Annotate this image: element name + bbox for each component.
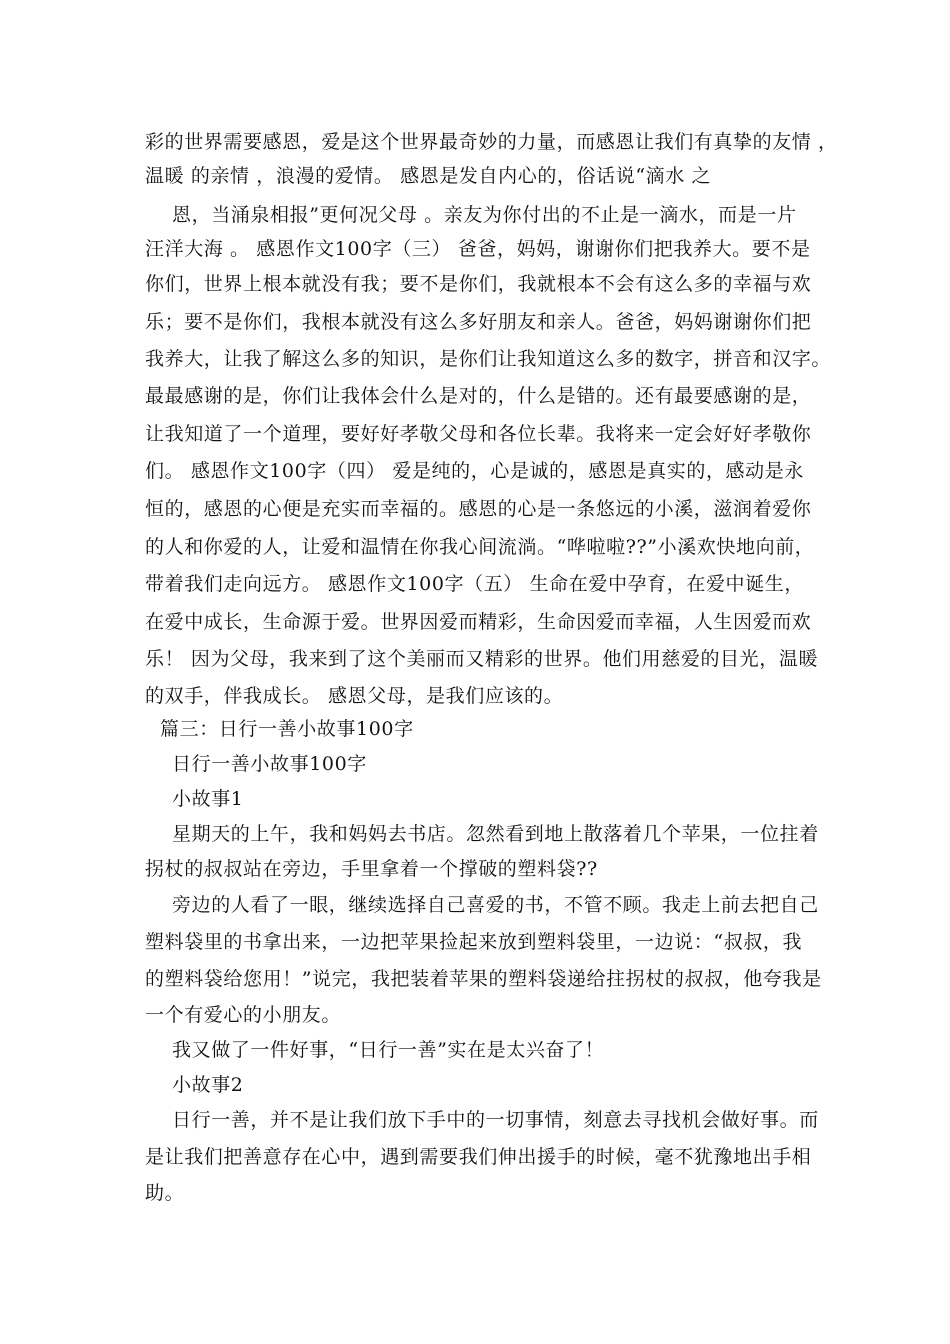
- text-line: 恒的，感恩的心便是充实而幸福的。感恩的心是一条悠远的小溪，滋润着爱你: [145, 498, 812, 520]
- story-subtitle: 小故事2: [172, 1074, 244, 1096]
- text-line: 拐杖的叔叔站在旁边，手里拿着一个撑破的塑料袋??: [145, 858, 598, 880]
- text-line: 我又做了一件好事，“日行一善”实在是太兴奋了！: [172, 1039, 605, 1061]
- text-line: 塑料袋里的书拿出来，一边把苹果捡起来放到塑料袋里，一边说：“叔叔，我: [145, 931, 803, 953]
- text-line: 乐！ 因为父母，我来到了这个美丽而又精彩的世界。他们用慈爱的目光，温暖: [145, 648, 819, 670]
- text-line: 的双手，伴我成长。 感恩父母，是我们应该的。: [145, 685, 564, 707]
- text-line: 汪洋大海 。 感恩作文100字（三） 爸爸，妈妈，谢谢你们把我养大。要不是: [145, 238, 811, 260]
- text-line: 我养大，让我了解这么多的知识，是你们让我知道这么多的数字，拼音和汉字。: [145, 348, 832, 370]
- text-line: 旁边的人看了一眼，继续选择自己喜爱的书，不管不顾。我走上前去把自己: [172, 894, 819, 916]
- text-line: 最最感谢的是，你们让我体会什么是对的，什么是错的。还有最要感谢的是，: [145, 385, 812, 407]
- text-line: 日行一善，并不是让我们放下手中的一切事情，刻意去寻找机会做好事。而: [172, 1109, 819, 1131]
- text-line: 是让我们把善意存在心中，遇到需要我们伸出援手的时候，毫不犹豫地出手相: [145, 1146, 812, 1168]
- text-line: 星期天的上午，我和妈妈去书店。忽然看到地上散落着几个苹果，一位拄着: [172, 823, 819, 845]
- text-line: 在爱中成长，生命源于爱。世界因爱而精彩，生命因爱而幸福，人生因爱而欢: [145, 611, 812, 633]
- text-line: 你们，世界上根本就没有我；要不是你们，我就根本不会有这么多的幸福与欢: [145, 273, 812, 295]
- text-line: 的塑料袋给您用！”说完，我把装着苹果的塑料袋递给拄拐杖的叔叔，他夸我是: [145, 968, 822, 990]
- text-line: 的人和你爱的人，让爱和温情在你我心间流淌。“哗啦啦??”小溪欢快地向前，: [145, 536, 815, 558]
- text-line: 一个有爱心的小朋友。: [145, 1004, 342, 1026]
- story-subtitle: 小故事1: [172, 788, 244, 810]
- text-line: 带着我们走向远方。 感恩作文100字（五） 生命在爱中孕育，在爱中诞生，: [145, 573, 804, 595]
- text-line: 温暖 的亲情 ，浪漫的爱情。 感恩是发自内心的，俗话说“滴水 之: [145, 165, 712, 187]
- text-line: 乐；要不是你们，我根本就没有这么多好朋友和亲人。爸爸，妈妈谢谢你们把: [145, 311, 812, 333]
- text-line: 彩的世界需要感恩，爱是这个世界最奇妙的力量，而感恩让我们有真挚的友情 ，: [145, 131, 838, 153]
- text-line: 们。 感恩作文100字（四） 爱是纯的，心是诚的，感恩是真实的，感动是永: [145, 460, 804, 482]
- story-title: 日行一善小故事100字: [172, 753, 367, 775]
- text-line: 恩，当涌泉相报”更何况父母 。亲友为你付出的不止是一滴水，而是一片: [172, 204, 797, 226]
- text-line: 助。: [145, 1182, 185, 1204]
- text-line: 让我知道了一个道理，要好好孝敬父母和各位长辈。我将来一定会好好孝敬你: [145, 423, 812, 445]
- section-heading: 篇三：日行一善小故事100字: [160, 718, 414, 740]
